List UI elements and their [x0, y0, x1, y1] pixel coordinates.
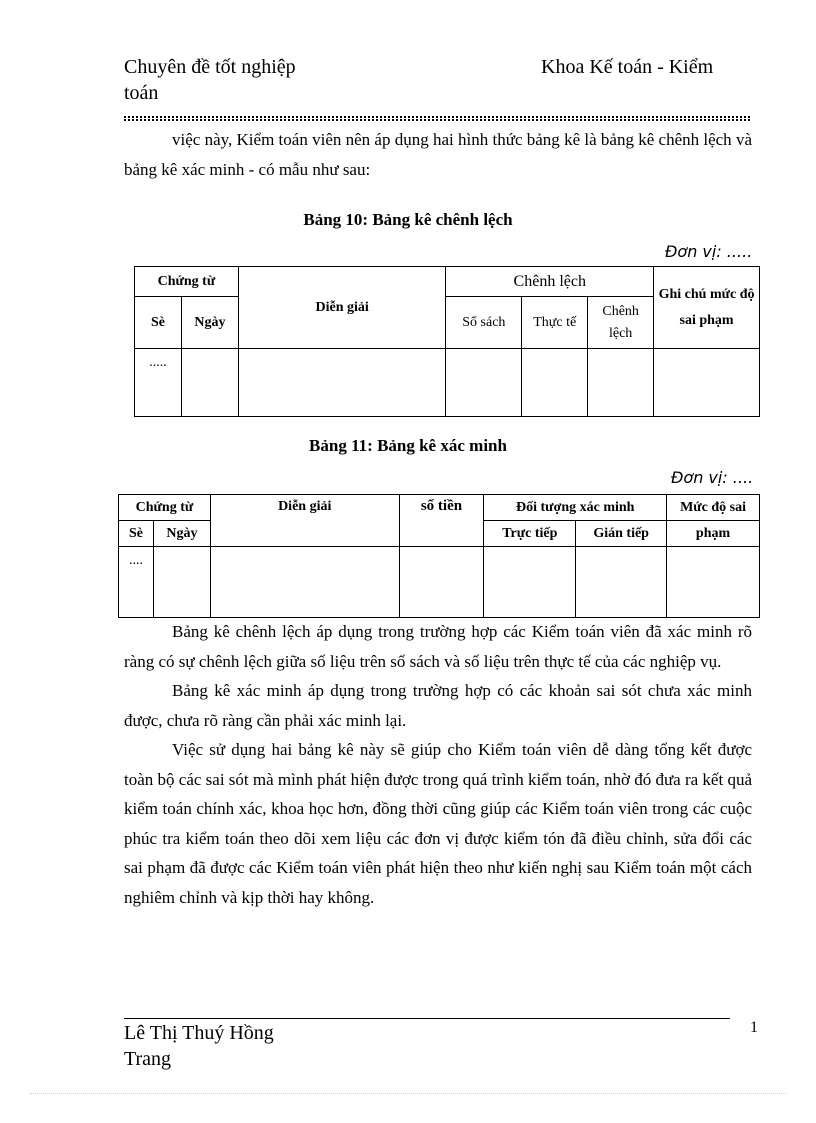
footer-name [124, 1020, 274, 1072]
footer-name-line1: Lê Thị Thuý Hồng [124, 1022, 274, 1044]
header-title-line1: Chuyên đề tốt nghiệp [124, 56, 296, 78]
t11-h-tructiep: Trực tiếp [484, 521, 576, 547]
t11-h-chungtu: Chứng từ [119, 495, 211, 521]
header-rule-2 [124, 119, 750, 121]
t10-cell [446, 349, 522, 417]
table10-caption: Bảng 10: Bảng kê chênh lệch [303, 210, 513, 229]
t11-cell [210, 547, 399, 618]
t11-h-giantiep: Gián tiếp [576, 521, 667, 547]
paragraph-2: Bảng kê xác minh áp dụng trong trường hợp có các khoản sai sót chưa xác minh được, chưa rõ ràng cần phải xác minh lại. [124, 681, 752, 730]
t11-h-sotien: số tiền [399, 495, 484, 547]
t11-h-ngay: Ngày [153, 521, 210, 547]
t10-h-thucte: Thực tế [522, 297, 588, 349]
t10-h-chenhlech: Chênh lệch [446, 267, 654, 297]
t10-h-chenhlech2: Chênh lệch [588, 297, 654, 349]
t11-cell [484, 547, 576, 618]
t10-cell [588, 349, 654, 417]
footer-rule [124, 1018, 730, 1019]
t11-h-mucdo-2: phạm [667, 521, 760, 547]
table11-caption: Bảng 11: Bảng kê xác minh [309, 436, 507, 455]
header-left [124, 54, 296, 106]
table10-unit: Đơn vị: ..... [665, 242, 753, 261]
footer-name-line2: Trang [124, 1048, 172, 1070]
header-right: Khoa Kế toán - Kiểm [541, 56, 714, 78]
t10-cell [238, 349, 446, 417]
table11-unit: Đơn vị: .... [671, 468, 754, 487]
t11-cell [153, 547, 210, 618]
header-rule [124, 116, 750, 118]
t11-cell [667, 547, 760, 618]
page-number: 1 [750, 1019, 758, 1036]
t10-h-chungtu: Chứng từ [135, 267, 239, 297]
intro-paragraph: việc này, Kiểm toán viên nên áp dụng hai hình thức bảng kê là bảng kê chênh lệch và bảng kê xác minh - có mẫu như sau: [124, 130, 752, 179]
t10-cell [181, 349, 238, 417]
table10 [134, 266, 760, 417]
paragraph-3: Việc sử dụng hai bảng kê này sẽ giúp cho Kiểm toán viên dễ dàng tổng kết được toàn bộ các sai sót mà mình phát hiện được trong quá trình kiểm toán, nhờ đó đưa ra kết quả kiểm toán chính xác, khoa học hơn, đồng thời cũng giúp các Kiểm toán viên trong các cuộc phúc tra kiểm toán theo dõi xem liệu các đơn vị được kiểm tón đã điều chỉnh, sửa đổi các sai phạm đã được các Kiểm toán viên phát hiện theo như kiến nghị sau Kiểm toán một cách nghiêm chỉnh và kịp thời hay không. [124, 740, 752, 907]
t10-h-ghichu: Ghi chú mức độ sai phạm [654, 267, 760, 349]
table11 [118, 494, 760, 618]
t11-cell [576, 547, 667, 618]
t11-h-diengiai: Diễn giải [210, 495, 399, 547]
t11-h-so: Sè [119, 521, 154, 547]
t11-h-doituong: Đối tượng xác minh [484, 495, 667, 521]
header-title-line2: toán [124, 82, 159, 104]
paragraph-1: Bảng kê chênh lệch áp dụng trong trường hợp các Kiểm toán viên đã xác minh rõ ràng có sự chênh lệch giữa số liệu trên sổ sách và số liệu trên thực tế của các nghiệp vụ. [124, 622, 752, 671]
t11-cell [399, 547, 484, 618]
t11-h-mucdo: Mức độ sai [667, 495, 760, 521]
t10-cell-so: ..... [135, 349, 182, 417]
t10-h-diengiai: Diễn giải [238, 267, 446, 349]
t10-h-ngay: Ngày [181, 297, 238, 349]
t10-cell [654, 349, 760, 417]
t11-cell-so: .... [119, 547, 154, 618]
t10-cell [522, 349, 588, 417]
page-bottom-rule [30, 1093, 786, 1094]
t10-h-sosach: Sổ sách [446, 297, 522, 349]
t10-h-so: Sè [135, 297, 182, 349]
body-paragraphs [124, 617, 752, 912]
